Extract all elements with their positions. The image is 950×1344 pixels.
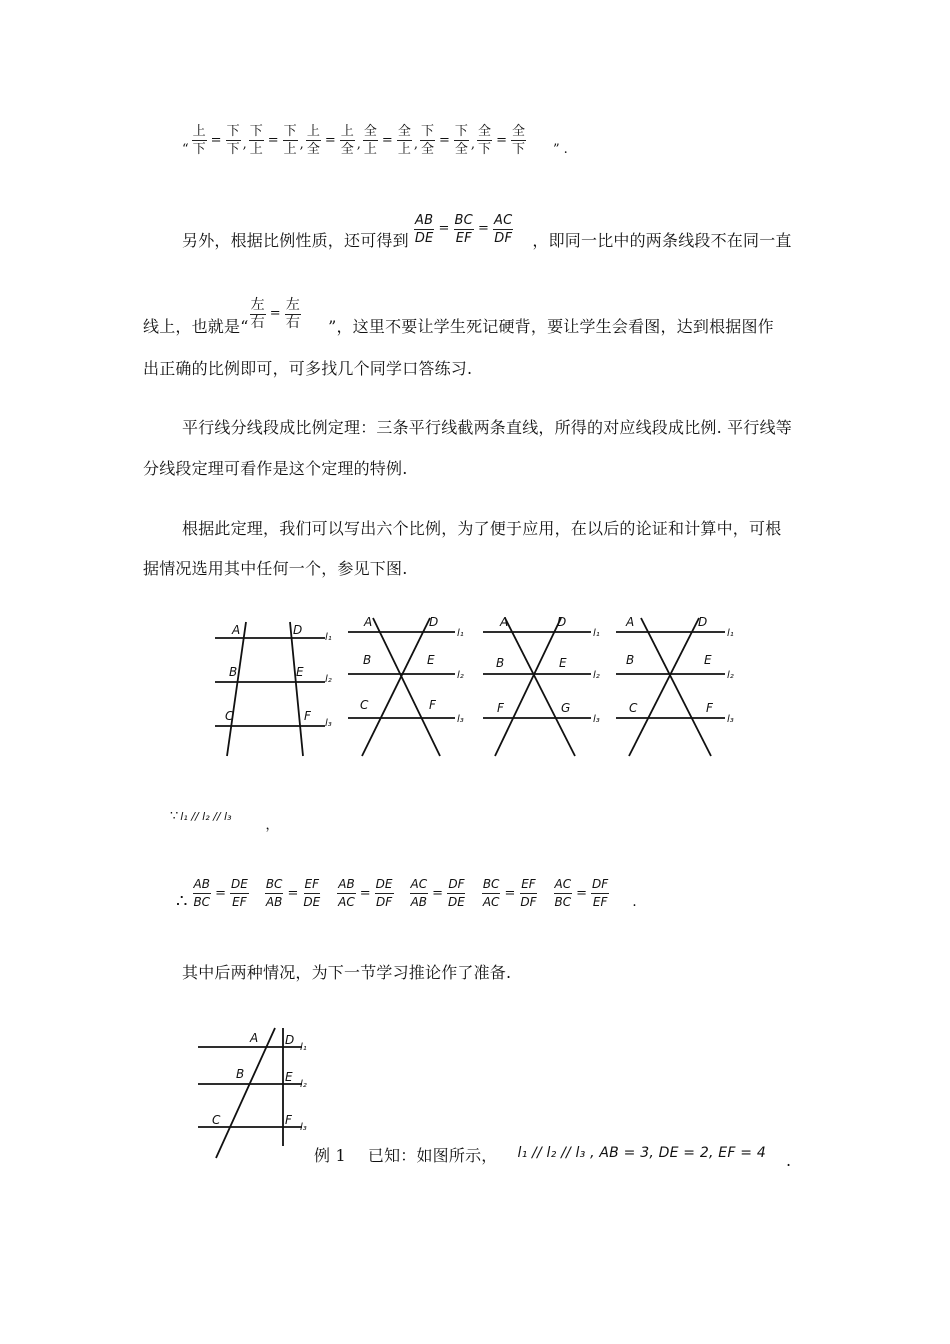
close-quote: ” bbox=[552, 142, 560, 157]
because-line bbox=[170, 800, 279, 833]
point-label-C: C bbox=[360, 698, 369, 712]
point-label-B: B bbox=[229, 665, 238, 679]
proportion: $\frac{AB}{AC}$ = $\frac{DE}{DF}$ bbox=[338, 877, 393, 909]
point-label-B: B bbox=[496, 656, 505, 670]
para2-fractions: $\frac{AB}{DE}$ = $\frac{BC}{EF}$ = $\frac{AC}{DF}$ bbox=[414, 212, 513, 246]
six-ratios-line1: 根据此定理，我们可以写出六个比例，为了便于应用，在以后的论证和计算中，可根 bbox=[182, 519, 782, 538]
ratio-fraction: $\frac{DE}{EF}$ bbox=[230, 877, 248, 909]
example-period: . bbox=[785, 1151, 792, 1170]
example-1 bbox=[314, 1140, 791, 1172]
point-label-B: B bbox=[236, 1067, 245, 1081]
line-label: l₂ bbox=[325, 674, 332, 685]
paragraph-preparation: 其中后两种情况，为下一节学习推论作了准备. bbox=[182, 963, 512, 982]
ratio-fraction: $\frac{BC}{AC}$ bbox=[482, 877, 500, 909]
point-label-F: F bbox=[497, 701, 504, 715]
fraction: $\frac{\text{全}}{\text{下}}$ bbox=[511, 124, 525, 157]
point-label-D: D bbox=[698, 615, 708, 629]
ratio-fraction: $\frac{AC}{AB}$ bbox=[410, 877, 428, 909]
ratio-fraction: $\frac{DF}{EF}$ bbox=[592, 877, 609, 909]
line-label: l₁ bbox=[325, 632, 332, 643]
point-label-A: A bbox=[250, 1031, 259, 1045]
point-label-F: F bbox=[304, 709, 311, 723]
ratio-fraction: $\frac{EF}{DE}$ bbox=[303, 877, 321, 909]
ratio-fraction: $\frac{AB}{DE}$ bbox=[414, 212, 434, 246]
point-label-F: F bbox=[706, 701, 713, 715]
line-label: l₁ bbox=[593, 628, 600, 639]
fraction: $\frac{\text{下}}{\text{上}}$ bbox=[283, 124, 297, 157]
ratio-fraction: $\frac{BC}{AB}$ bbox=[265, 877, 283, 909]
point-label-D: D bbox=[557, 615, 567, 629]
para3-after: ”，这里不要让学生死记硬背，要让学生会看图，达到根据图作 bbox=[328, 317, 774, 336]
paragraph-left-right bbox=[143, 290, 774, 338]
line-label: l₁ bbox=[727, 628, 734, 639]
point-label-B: B bbox=[363, 653, 372, 667]
therefore-line bbox=[176, 877, 637, 910]
point-label-C: C bbox=[212, 1113, 221, 1127]
line-label: l₂ bbox=[300, 1079, 307, 1090]
proportion: $\frac{BC}{AC}$ = $\frac{EF}{DF}$ bbox=[482, 877, 537, 909]
ratio-fraction: $\frac{AB}{AC}$ bbox=[338, 877, 355, 909]
point-label-A: A bbox=[364, 615, 373, 629]
line-label: l₃ bbox=[593, 714, 600, 725]
left-right-fraction: $\frac{\text{左}}{\text{右}}$ = $\frac{\text{左}}{\text{右}}$ bbox=[250, 296, 301, 331]
parallel-line-figures bbox=[205, 610, 750, 760]
line-label: l₂ bbox=[727, 670, 734, 681]
fraction: $\frac{\text{上}}{\text{全}}$ bbox=[306, 124, 320, 157]
point-label-D: D bbox=[293, 623, 303, 637]
ratio-fraction: $\frac{DF}{DE}$ bbox=[448, 877, 465, 909]
point-label-E: E bbox=[704, 653, 712, 667]
example-label: 例 1 bbox=[314, 1146, 346, 1165]
ratio-fraction: $\frac{DE}{DF}$ bbox=[375, 877, 393, 909]
para3-line2: 出正确的比例即可，可多找几个同学口答练习. bbox=[143, 359, 473, 378]
example-figure bbox=[190, 1022, 320, 1162]
point-label-A: A bbox=[500, 615, 509, 629]
fraction: $\frac{\text{下}}{\text{全}}$ bbox=[454, 124, 468, 157]
therefore-symbol: ∴ bbox=[176, 891, 188, 912]
line-label: l₁ bbox=[457, 628, 464, 639]
point-label-E: E bbox=[285, 1070, 293, 1084]
line-label: l₃ bbox=[457, 714, 464, 725]
fraction: $\frac{\text{下}}{\text{全}}$ bbox=[420, 124, 434, 157]
para3-before: 线上，也就是“ bbox=[143, 317, 249, 336]
fraction: $\frac{\text{下}}{\text{下}}$ bbox=[226, 124, 240, 157]
ratio-list bbox=[191, 877, 610, 910]
proportion: $\frac{AC}{AB}$ = $\frac{DF}{DE}$ bbox=[410, 877, 465, 909]
example-given: 已知：如图所示， bbox=[367, 1146, 498, 1165]
ratio-fraction: $\frac{AC}{BC}$ bbox=[554, 877, 572, 909]
para2-after: ，即同一比中的两条线段不在同一直 bbox=[532, 231, 792, 250]
fraction: $\frac{\text{上}}{\text{全}}$ bbox=[340, 124, 354, 157]
line-label: l₃ bbox=[727, 714, 734, 725]
line-label: l₃ bbox=[300, 1122, 307, 1133]
fraction-pairs: $\frac{\text{上}}{\text{下}}$ = $\frac{\text{下}}{\text{下}}$ , $\frac{\text{下}}{\text{上}}$ = $\frac{\text{下}}{\text{上}}$ , $\frac{\text{上}}{\text{全}}$ = $\frac{\text{上}}{\text{全}}$ , $\frac{\text{全}}{\text{上}}$ = $\frac{\text{全}}{\text{上}}$ , $\frac{\text{下}}{\text{全}}$ = $\frac{\text{下}}{\text{全}}$ , $\frac{\text{全}}{\text{下}}$ = $\frac{\text{全}}{\text{下}}$ bbox=[192, 124, 525, 157]
because-text: l₁ // l₂ // l₃ bbox=[180, 810, 232, 823]
line-label: l₁ bbox=[300, 1042, 307, 1053]
ratio-fraction: $\frac{AB}{BC}$ bbox=[193, 877, 211, 909]
point-label-E: E bbox=[559, 656, 567, 670]
fraction: $\frac{\text{全}}{\text{下}}$ bbox=[478, 124, 492, 157]
six-ratios-line2: 据情况选用其中任何一个，参见下图. bbox=[143, 559, 408, 578]
point-label-D: D bbox=[285, 1033, 295, 1047]
ratio-fraction: $\frac{AC}{DF}$ bbox=[494, 212, 513, 246]
fraction-quote-line bbox=[182, 124, 568, 157]
fraction: $\frac{\text{全}}{\text{上}}$ bbox=[397, 124, 411, 157]
point-label-C: C bbox=[225, 709, 234, 723]
example-formula: l₁ // l₂ // l₃ , AB = 3, DE = 2, EF = 4 bbox=[517, 1145, 766, 1161]
point-label-G: G bbox=[561, 701, 571, 715]
ratio-fraction: $\frac{BC}{EF}$ bbox=[454, 212, 473, 246]
open-quote: “ bbox=[182, 142, 189, 157]
ratio-fraction: $\frac{EF}{DF}$ bbox=[520, 877, 537, 909]
point-label-E: E bbox=[427, 653, 435, 667]
because-comma: ， bbox=[265, 818, 279, 833]
proportion: $\frac{AC}{BC}$ = $\frac{DF}{EF}$ bbox=[554, 877, 609, 909]
fraction: $\frac{\text{下}}{\text{上}}$ bbox=[249, 124, 263, 157]
line-label: l₂ bbox=[457, 670, 464, 681]
para2-before: 另外，根据比例性质，还可得到 bbox=[182, 231, 409, 250]
point-label-C: C bbox=[629, 701, 638, 715]
fraction: $\frac{\text{上}}{\text{下}}$ bbox=[192, 124, 206, 157]
theorem-line1: 平行线分线段成比例定理：三条平行线截两条直线，所得的对应线段成比例. 平行线等 bbox=[182, 418, 792, 437]
because-symbol: ∵ bbox=[170, 809, 179, 824]
point-label-B: B bbox=[626, 653, 635, 667]
point-label-A: A bbox=[626, 615, 635, 629]
point-label-A: A bbox=[232, 623, 241, 637]
point-label-D: D bbox=[429, 615, 439, 629]
period: . bbox=[563, 142, 568, 157]
proportion: $\frac{BC}{AB}$ = $\frac{EF}{DE}$ bbox=[265, 877, 321, 909]
point-label-F: F bbox=[285, 1113, 292, 1127]
theorem-line2: 分线段定理可看作是这个定理的特例. bbox=[143, 459, 408, 478]
point-label-F: F bbox=[429, 698, 436, 712]
line-label: l₂ bbox=[593, 670, 600, 681]
point-label-E: E bbox=[296, 665, 304, 679]
fraction: $\frac{\text{全}}{\text{上}}$ bbox=[363, 124, 377, 157]
paragraph-proportion-property bbox=[182, 206, 792, 252]
proportion: $\frac{AB}{BC}$ = $\frac{DE}{EF}$ bbox=[193, 877, 248, 909]
line-label: l₃ bbox=[325, 718, 332, 729]
therefore-period: . bbox=[632, 894, 637, 910]
